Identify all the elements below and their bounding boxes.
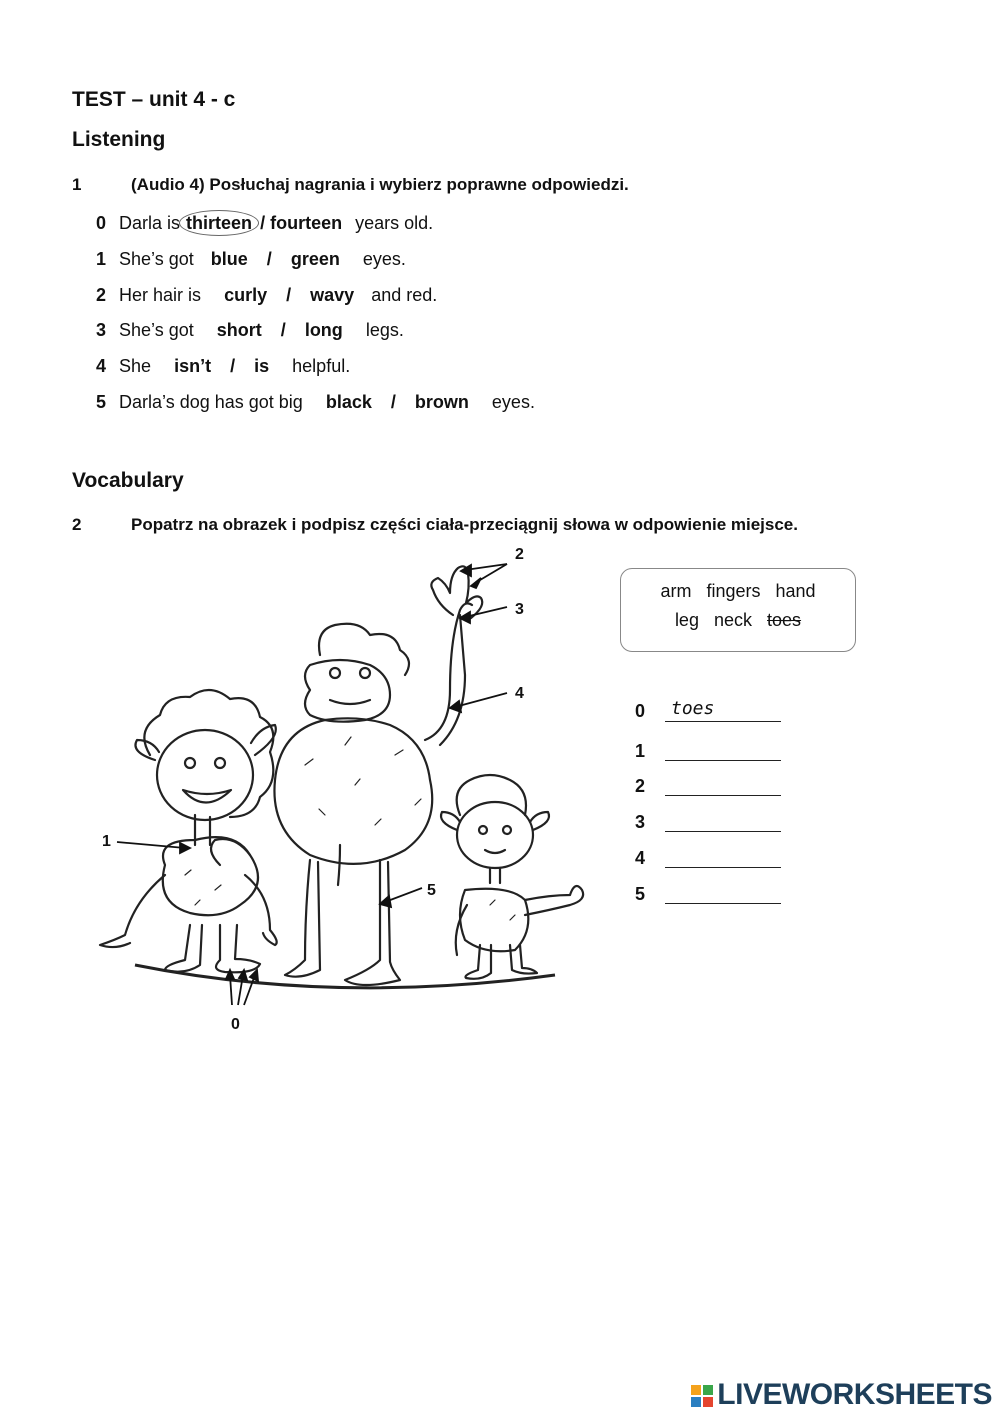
word-chip[interactable]: leg bbox=[674, 610, 699, 630]
picture-label-1: 1 bbox=[102, 833, 111, 850]
picture-label-4: 4 bbox=[515, 685, 524, 702]
question-text-before: Darla’s dog has got big bbox=[119, 392, 303, 412]
option-separator: / bbox=[280, 320, 286, 340]
option-separator: / bbox=[266, 249, 272, 269]
question-row bbox=[96, 320, 404, 341]
option-a[interactable]: isn’t bbox=[174, 356, 212, 376]
question-number: 1 bbox=[96, 249, 107, 269]
arrow-3 bbox=[465, 607, 507, 617]
question-text-before: Her hair is bbox=[119, 285, 202, 305]
task-instruction: (Audio 4) Posłuchaj nagrania i wybierz poprawne odpowiedzi. bbox=[131, 175, 629, 194]
option-a[interactable]: curly bbox=[224, 285, 268, 305]
trolls-illustration bbox=[95, 545, 605, 1040]
vocabulary-task bbox=[72, 515, 972, 537]
answer-number: 1 bbox=[635, 741, 646, 761]
picture-label-2: 2 bbox=[515, 546, 524, 563]
question-row bbox=[96, 249, 406, 270]
vocabulary-heading: Vocabulary bbox=[72, 469, 184, 492]
answer-number: 5 bbox=[635, 884, 646, 904]
question-text-before: She bbox=[119, 356, 152, 376]
liveworksheets-logo bbox=[691, 1378, 992, 1412]
answer-number: 0 bbox=[635, 701, 646, 721]
troll-left bbox=[100, 690, 277, 972]
task-number: 1 bbox=[72, 175, 82, 194]
option-b[interactable]: fourteen bbox=[270, 213, 343, 233]
option-a[interactable]: short bbox=[216, 320, 262, 340]
answer-drop-field[interactable] bbox=[665, 771, 781, 796]
option-separator: / bbox=[230, 356, 236, 376]
question-text-before: She’s got bbox=[119, 320, 194, 340]
logo-icon bbox=[691, 1383, 715, 1407]
answer-drop-field[interactable] bbox=[665, 807, 781, 832]
question-row bbox=[96, 356, 350, 377]
question-row bbox=[96, 285, 437, 306]
word-chip[interactable]: fingers bbox=[706, 581, 761, 601]
question-text-after: eyes. bbox=[491, 392, 535, 412]
option-b[interactable]: green bbox=[290, 249, 340, 269]
task-instruction: Popatrz na obrazek i podpisz części ciała-przeciągnij słowa w odpowienie miejsce. bbox=[131, 515, 798, 534]
answer-example: toes bbox=[665, 698, 781, 722]
question-number: 2 bbox=[96, 285, 107, 305]
question-number: 3 bbox=[96, 320, 107, 340]
answer-drop-field[interactable] bbox=[665, 843, 781, 868]
option-b[interactable]: is bbox=[254, 356, 270, 376]
troll-middle bbox=[274, 566, 482, 985]
word-chip[interactable]: hand bbox=[775, 581, 816, 601]
question-text-before: She’s got bbox=[119, 249, 194, 269]
page-title: TEST – unit 4 - c bbox=[72, 88, 236, 111]
word-chip[interactable]: arm bbox=[660, 581, 692, 601]
word-chip[interactable]: neck bbox=[713, 610, 753, 630]
logo-text: LIVEWORKSHEETS bbox=[717, 1378, 992, 1411]
question-row bbox=[96, 392, 535, 413]
question-text-after: eyes. bbox=[362, 249, 406, 269]
answer-drop-field[interactable] bbox=[665, 879, 781, 904]
question-number: 4 bbox=[96, 356, 107, 376]
word-bank bbox=[620, 568, 856, 652]
question-number: 0 bbox=[96, 213, 107, 233]
question-row bbox=[96, 213, 433, 234]
picture-label-0: 0 bbox=[231, 1016, 240, 1033]
answer-drop-field[interactable] bbox=[665, 736, 781, 761]
option-a[interactable]: black bbox=[325, 392, 372, 412]
question-number: 5 bbox=[96, 392, 107, 412]
question-text-after: and red. bbox=[371, 285, 438, 305]
question-text-after: years old. bbox=[355, 213, 434, 233]
option-separator: / bbox=[260, 213, 266, 233]
picture-label-3: 3 bbox=[515, 601, 524, 618]
question-text-before: Darla is bbox=[119, 213, 181, 233]
option-separator: / bbox=[286, 285, 292, 305]
listening-heading: Listening bbox=[72, 128, 166, 151]
picture-label-5: 5 bbox=[427, 882, 436, 899]
option-a[interactable]: blue bbox=[210, 249, 248, 269]
task-number: 2 bbox=[72, 515, 82, 534]
troll-right bbox=[441, 775, 583, 979]
option-b[interactable]: long bbox=[304, 320, 343, 340]
option-b[interactable]: wavy bbox=[310, 285, 355, 305]
question-text-after: legs. bbox=[365, 320, 404, 340]
answer-number: 3 bbox=[635, 812, 646, 832]
question-text-after: helpful. bbox=[292, 356, 351, 376]
word-chip-used: toes bbox=[767, 610, 802, 630]
listening-task bbox=[72, 175, 972, 197]
option-a[interactable]: thirteen bbox=[179, 210, 259, 236]
option-separator: / bbox=[390, 392, 396, 412]
answer-number: 2 bbox=[635, 776, 646, 796]
option-b[interactable]: brown bbox=[414, 392, 469, 412]
answer-number: 4 bbox=[635, 848, 646, 868]
